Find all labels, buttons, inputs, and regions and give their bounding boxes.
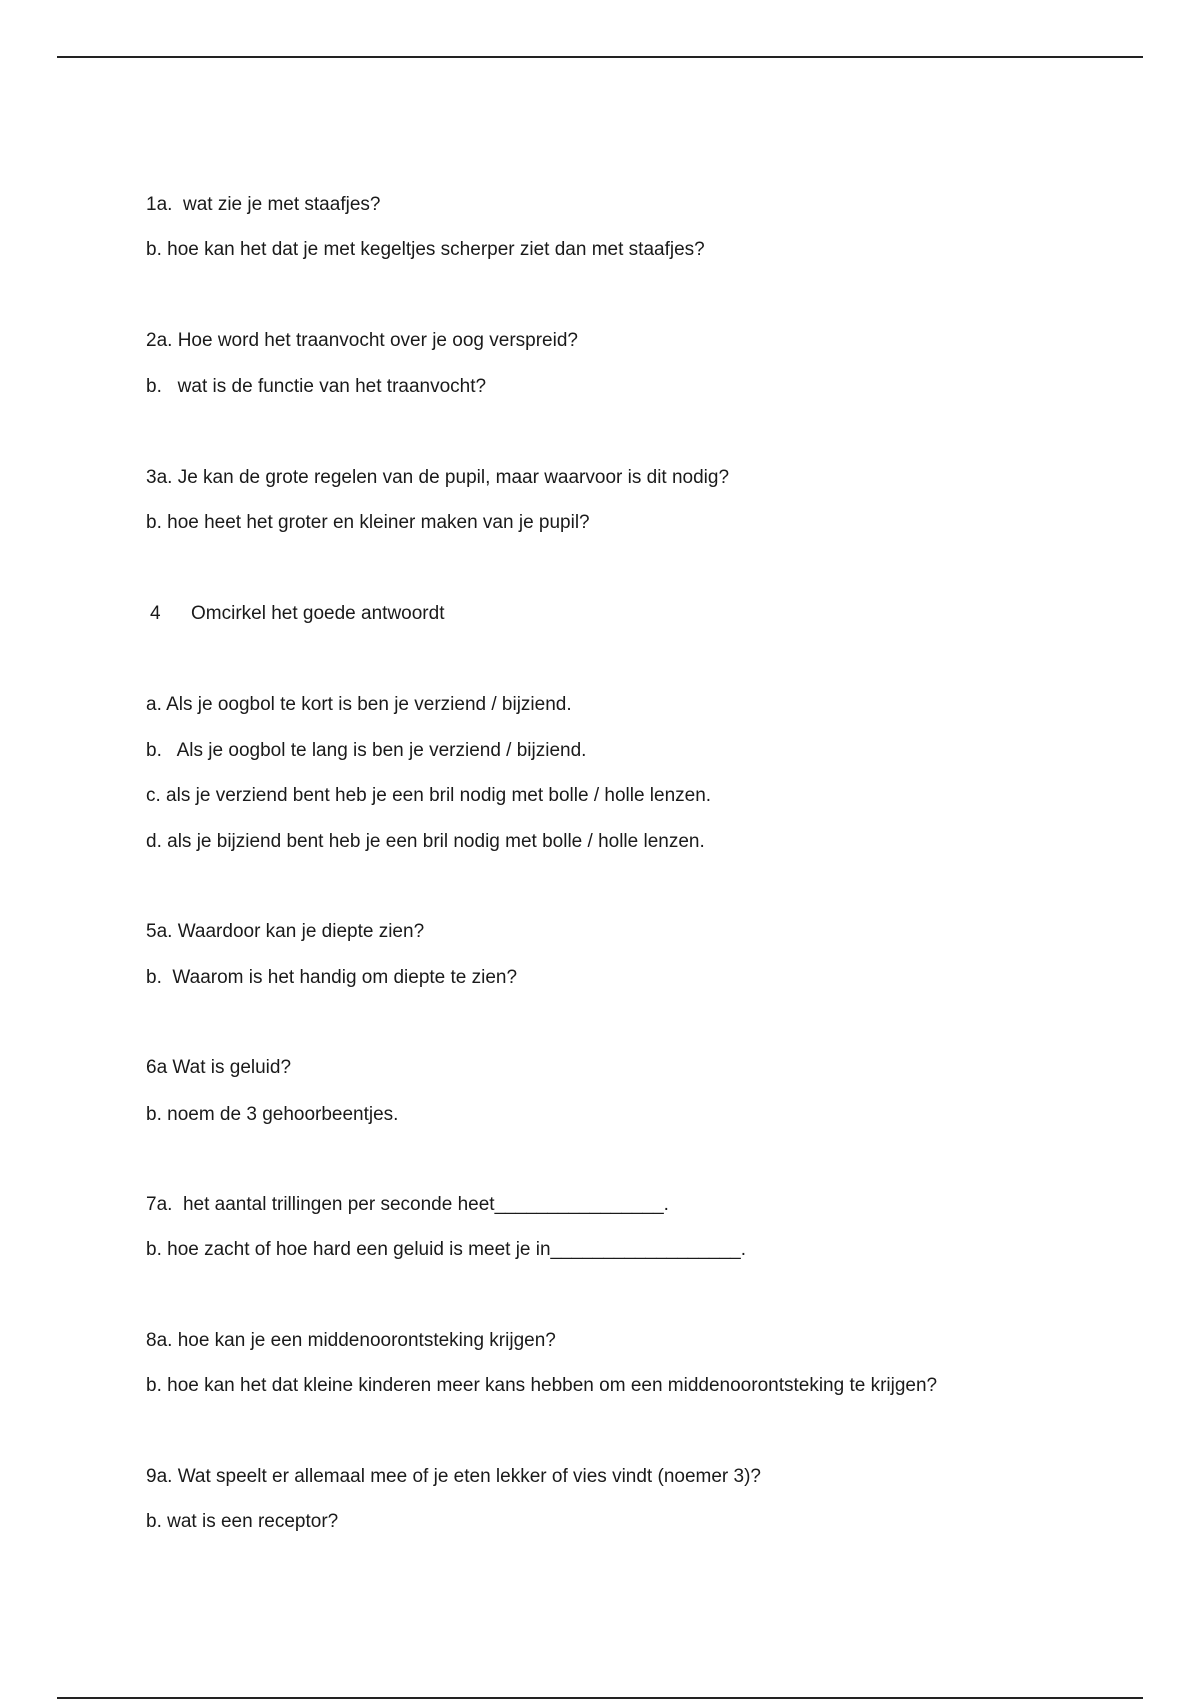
question-4-number: 4 [150,603,161,624]
question-3a: 3a. Je kan de grote regelen van de pupil, maar waarvoor is dit nodig? [146,467,730,488]
question-3b: b. hoe heet het groter en kleiner maken van je pupil? [146,512,590,533]
question-4d: d. als je bijziend bent heb je een bril nodig met bolle / holle lenzen. [146,831,705,852]
question-7a: 7a. het aantal trillingen per seconde heet________________. [146,1194,669,1215]
question-4b: b. Als je oogbol te lang is ben je verziend / bijziend. [146,740,587,761]
question-8b: b. hoe kan het dat kleine kinderen meer kans hebben om een middenoorontsteking te krijgen? [146,1375,938,1396]
question-1b: b. hoe kan het dat je met kegeltjes scherper ziet dan met staafjes? [146,239,705,260]
question-4c: c. als je verziend bent heb je een bril nodig met bolle / holle lenzen. [146,785,712,806]
header-rule [57,56,1143,58]
question-5b: b. Waarom is het handig om diepte te zien? [146,967,518,988]
question-9a: 9a. Wat speelt er allemaal mee of je eten lekker of vies vindt (noemer 3)? [146,1466,761,1487]
question-2a: 2a. Hoe word het traanvocht over je oog verspreid? [146,330,578,351]
question-8a: 8a. hoe kan je een middenoorontsteking krijgen? [146,1330,556,1351]
question-1a: 1a. wat zie je met staafjes? [146,194,381,215]
question-4-title: Omcirkel het goede antwoordt [191,603,445,624]
question-9b: b. wat is een receptor? [146,1511,339,1532]
question-2b: b. wat is de functie van het traanvocht? [146,376,487,397]
question-5a: 5a. Waardoor kan je diepte zien? [146,921,425,942]
question-7b: b. hoe zacht of hoe hard een geluid is meet je in__________________. [146,1239,747,1260]
question-4a: a. Als je oogbol te kort is ben je verziend / bijziend. [146,694,572,715]
question-6b: b. noem de 3 gehoorbeentjes. [146,1104,399,1125]
question-6a: 6a Wat is geluid? [146,1057,292,1078]
footer-rule [57,1697,1143,1699]
